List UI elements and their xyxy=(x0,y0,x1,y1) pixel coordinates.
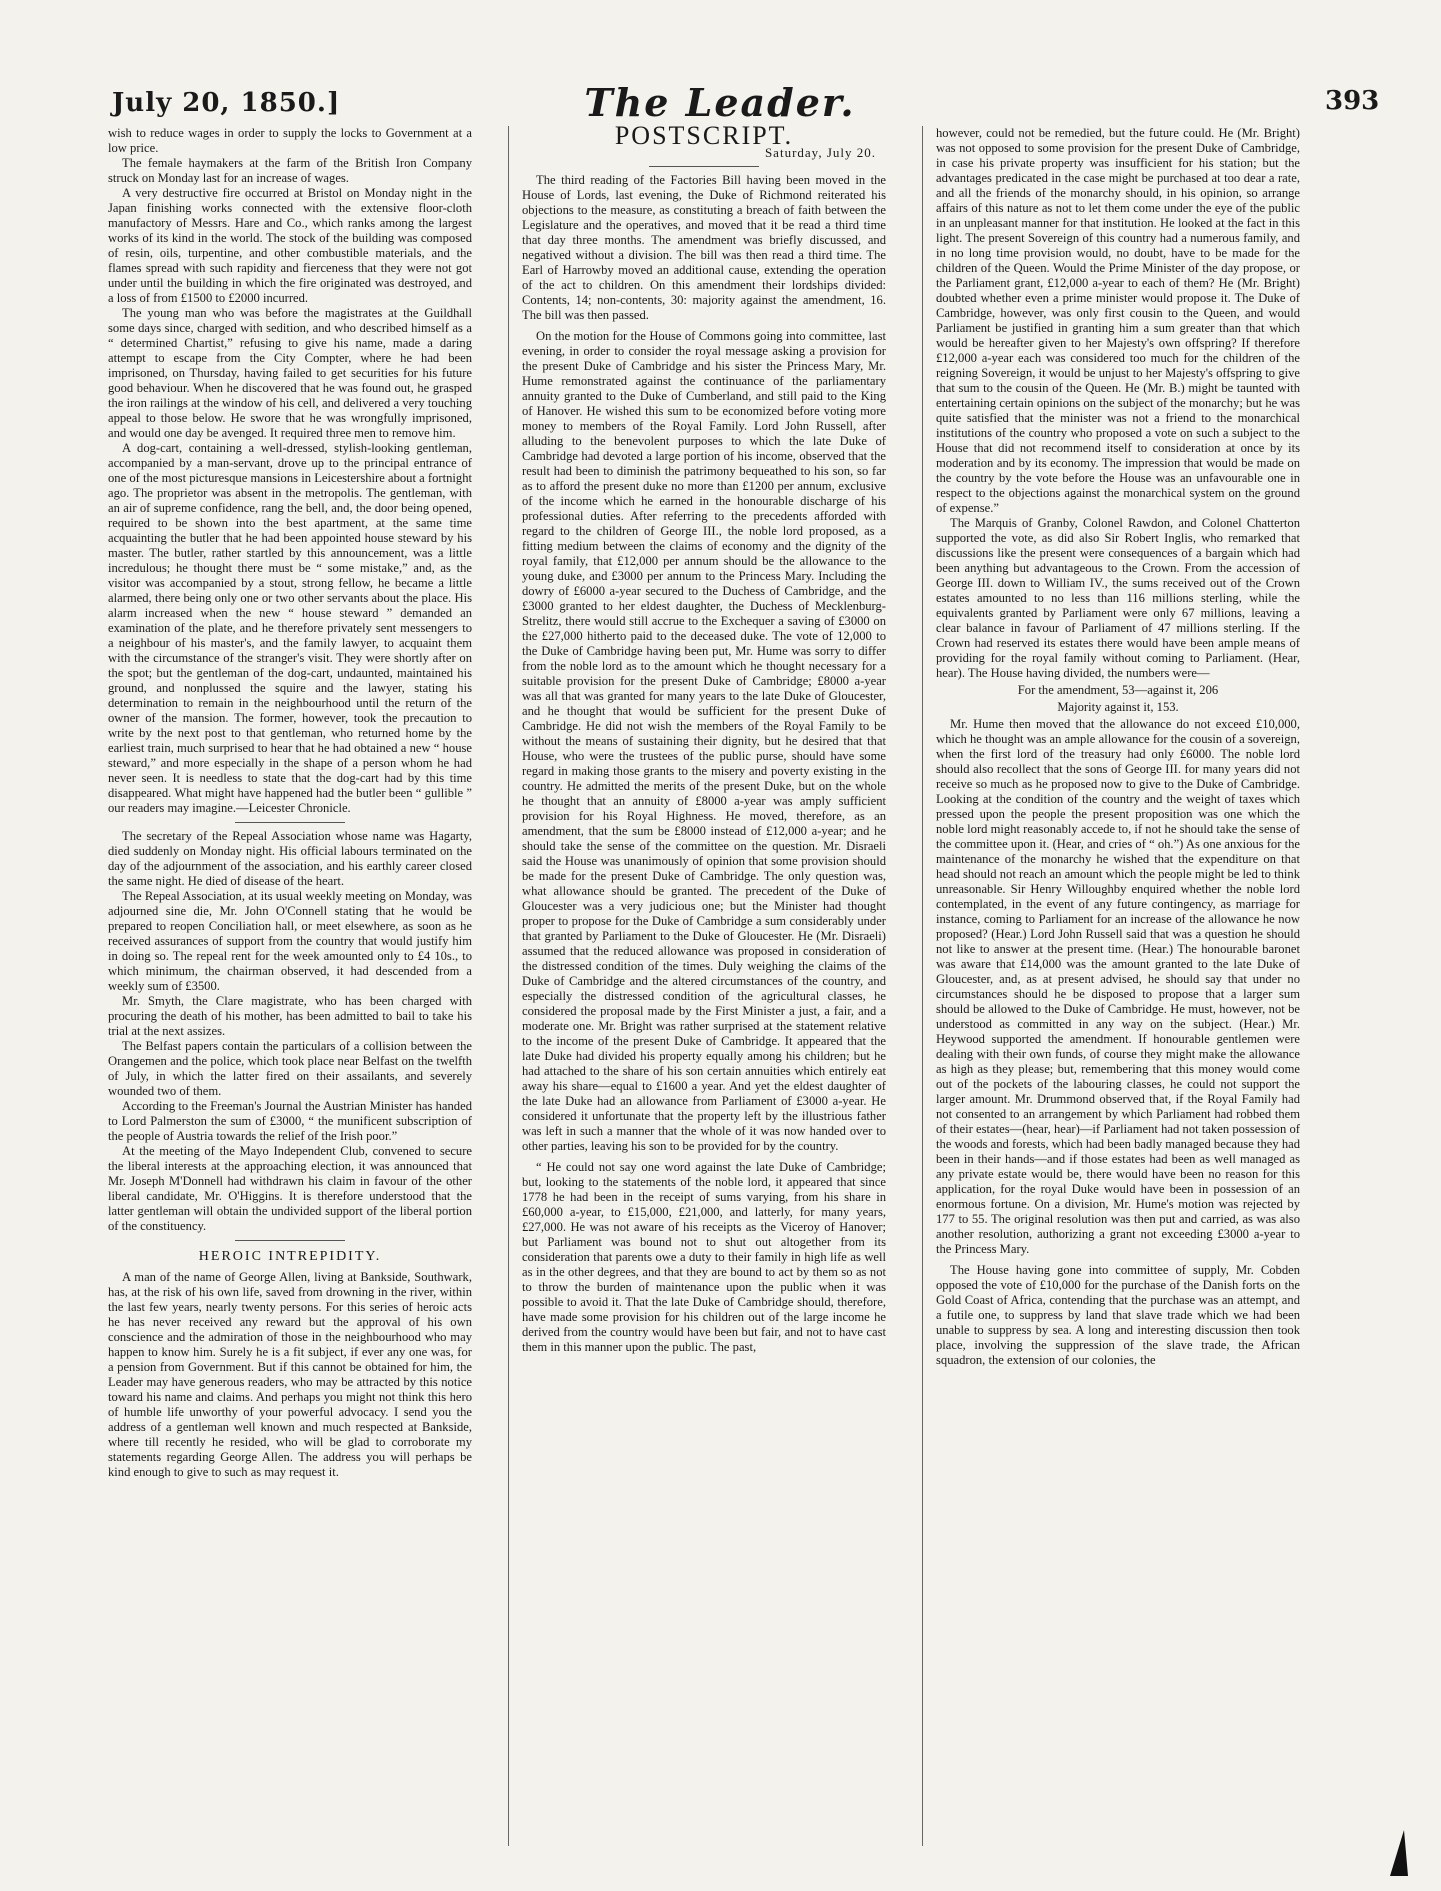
column-rule-right xyxy=(922,126,923,1846)
paragraph: The secretary of the Repeal Association whose name was Hagarty, died suddenly on Monday night. His official labours terminated on the day of the adjournment of the association, and his earthly career closed the same night. He died of disease of the heart. xyxy=(108,829,472,888)
column-3 xyxy=(936,126,1300,1866)
newspaper-title: The Leader. xyxy=(584,80,856,125)
paragraph: A very destructive fire occurred at Bristol on Monday night in the Japan finishing works connected with the extensive floor-cloth manufactory of Messrs. Hare and Co., which ranks among the largest works of its kind in the world. The stock of the building was composed of resin, oils, turpentine, and other combustible materials, and the flames spread with such rapidity and fierceness that they were not got under until the building in which the fire originated was destroyed, and a loss of from £1500 to £2000 incurred. xyxy=(108,186,472,305)
divider xyxy=(649,166,759,167)
paragraph: wish to reduce wages in order to supply the locks to Government at a low price. xyxy=(108,126,472,155)
paragraph: A dog-cart, containing a well-dressed, stylish-looking gentleman, accompanied by a man-servant, drove up to the principal entrance of one of the most picturesque mansions in Leicestershire about a fortnight ago. The proprietor was absent in the metropolis. The gentleman, with an air of supreme confidence, rang the bell, and, the door being opened, required to be shown into the best apartment, at the same time acquainting the butler that he had been appointed house steward by his master. The butler, rather startled by this announcement, was a little incredulous; he thought there must be “ some mistake,” and, as the visitor was accompanied by a stout, strong fellow, he became a little alarmed, there being only one or two other servants about the place. His alarm increased when the new “ house steward ” demanded an examination of the plate, and he therefore privately sent messengers to a neighbour of his master's, and the family lawyer, to acquaint them with the circumstance of the stranger's visit. They were shortly after on the spot; but the gentleman of the dog-cart, undaunted, maintained his ground, and nonplussed the squire and the lawyer, stating his determination to remain in the neighbourhood until the return of the owner of the mansion. The former, however, took the precaution to write by the next post to that gentleman, who returned home by the earliest train, much surprised to hear that he had obtained a new “ house steward,” and more especially in the shape of a person whom he had never seen. It is needless to state that the dog-cart had by this time disappeared. What might have happened had the butler been “ gullible ” our readers may imagine.—Leicester Chronicle. xyxy=(108,441,472,815)
divider xyxy=(235,1240,345,1241)
paragraph: The female haymakers at the farm of the British Iron Company struck on Monday last for an increase of wages. xyxy=(108,156,472,185)
paragraph: Mr. Hume then moved that the allowance do not exceed £10,000, which he thought was an ample allowance for the cousin of a sovereign, when the first lord of the treasury had only £6000. The noble lord should also recollect that the sons of George III. for many years did not receive so much as he proposed now to give to the Duke of Cambridge. Looking at the condition of the country and the weight of taxes which pressed upon the people the present proposition was one which the noble lord might reasonably accede to, if not he should take the sense of the committee upon it. (Hear, and cries of “ oh.”) As one anxious for the maintenance of the monarchy he wished that the expenditure on that head should not reach an amount which the people might be led to think unreasonable. Sir Henry Willoughby enquired whether the noble lord contemplated, in the event of any future contingency, as marriage for instance, coming to Parliament for an increase of the allowance he now proposed? (Hear.) Lord John Russell said that was a question he should not like to answer at the present time. (Hear.) The honourable baronet was aware that £14,000 was the amount granted to the late Duke of Gloucester, and, as at present advised, he should say that under no circumstances should he be disposed to propose that a larger sum should be allowed to the Duke of Cambridge. He must, however, not be understood as committed in any way on the subject. (Hear.) Mr. Heywood supported the amendment. If honourable gentlemen were dealing with their own funds, of course they might make the allowance as high as they please; but, remembering that this money would come out of the pockets of the labouring classes, he could not support the larger amount. Mr. Drummond observed that, if the Royal Family had not consented to an arrangement by which Parliament had robbed them of their estates—(hear, hear)—if Parliament had not taken possession of the woods and forests, which had been badly managed because they had been in their hands—and if those estates had been as well managed as any private estate would be, there would have been no reason for this application, for the royal Duke would have been in possession of an enormous fortune. On a division, Mr. Hume's motion was rejected by 177 to 55. The original resolution was then put and carried, as was also another resolution, authorizing a grant not exceeding £3000 a-year to the Princess Mary. xyxy=(936,717,1300,1256)
division-majority: Majority against it, 153. xyxy=(1057,700,1179,714)
paragraph: The House having gone into committee of supply, Mr. Cobden opposed the vote of £10,000 for the purchase of the Danish forts on the Gold Coast of Africa, contending that the purchase was an attempt, and a futile one, to suppress by land that slave trade which we had been unable to suppress by sea. A long and interesting discussion then took place, involving the suppression of the slave trade, the African squadron, the extension of our colonies, the xyxy=(936,1263,1300,1367)
postscript-heading: POSTSCRIPT. xyxy=(614,126,794,150)
division-result: For the amendment, 53—against it, 206 xyxy=(1017,683,1219,697)
section-heading: HEROIC INTREPIDITY. xyxy=(198,1249,382,1264)
column-rule-left xyxy=(508,126,509,1846)
divider xyxy=(235,822,345,823)
paragraph: Mr. Smyth, the Clare magistrate, who has been charged with procuring the death of his mother, has been admitted to bail to take his trial at the next assizes. xyxy=(108,994,472,1038)
paragraph: At the meeting of the Mayo Independent Club, convened to secure the liberal interests at the approaching election, it was announced that Mr. Joseph M'Donnell had withdrawn his claim in favour of the other liberal candidate, Mr. O'Higgins. It is therefore understood that the latter gentleman will obtain the undivided support of the liberal portion of the constituency. xyxy=(108,1144,472,1233)
quoted-paragraph: “ He could not say one word against the late Duke of Cambridge; but, looking to the statements of the noble lord, it appeared that since 1778 he had been in the receipt of sums varying, from his share in £60,000 a-year, to £15,000, £21,000, and latterly, for many years, £27,000. He was not aware of his receipts as the Viceroy of Hanover; but Parliament was bound not to shut out altogether from its consideration that parents owe a duty to their family in high life as well as in the other degrees, and that they are bound to act by them so as not to throw the burden of maintenance upon the public when it was possible to avoid it. That the late Duke of Cambridge should, therefore, have made some provision for his children out of the large income he derived from the country would have been but fair, and not to have cast them in this manner upon the public. The past, xyxy=(522,1160,886,1354)
paragraph: however, could not be remedied, but the future could. He (Mr. Bright) was not opposed to some provision for the present Duke of Cambridge, in case his private property was insufficient for his station; but the advantages predicated in the case might be purchased at too dear a rate, and all the friends of the monarchy should, in his opinion, so arrange affairs of this nature as not to let them come under the eye of the public in an unpleasant manner for that institution. He looked at the fact in this light. The present Sovereign of this country had a numerous family, and in no long time provision would, no doubt, have to be made for the children of the Queen. Would the Prime Minister of the day propose, or the Parliament grant, £12,000 a-year to each of them? He (Mr. Bright) doubted whether even a prime minister would propose it. The Duke of Cambridge, however, was only first cousin to the Queen, and would Parliament be justified in granting him a sum greater than that which would be hereafter given to her Majesty's own offspring? If therefore £12,000 a-year each was considered too much for the children of the reigning Sovereign, it would be unjust to her Majesty's offspring to give that sum to the cousin of the Queen. He (Mr. B.) might be taunted with entertaining certain opinions on the subject of the monarchy; but he was quite satisfied that the minister was not a friend to the monarchical institutions of the country who proposed a vote on such a subject to the House that did not recommend itself to consideration at once by its moderation and by its economy. The impression that would be made on the country by the vote before the House was an unfavourable one in respect to the objections against the monarchical system on the ground of expense.” xyxy=(936,126,1300,515)
page-number: 393 xyxy=(1325,86,1380,116)
paragraph: The third reading of the Factories Bill having been moved in the House of Lords, last evening, the Duke of Richmond reiterated his objections to the measure, as constituting a breach of faith between the Legislature and the operatives, and moved that it be read a third time that day three months. The amendment was briefly discussed, and negatived without a division. The bill was then read a third time. The Earl of Harrowby moved an additional cause, extending the operation of the act to children. On this amendment their lordships divided: Contents, 14; non-contents, 30: majority against the amendment, 16. The bill was then passed. xyxy=(522,173,886,322)
paragraph: On the motion for the House of Commons going into committee, last evening, in order to consider the royal message asking a provision for the present Duke of Cambridge and his sister the Princess Mary, Mr. Hume remonstrated against the continuance of the parliamentary annuity granted to the Duke of Cumberland, and still paid to the King of Hanover. He wished this sum to be economized before voting more money to members of the Royal Family. Lord John Russell, after alluding to the benevolent purposes to which the late Duke of Cambridge had devoted a large portion of his income, observed that the result had been to diminish the patrimony bequeathed to his son, so far as to afford the present duke no more than £1200 per annum, exclusive of the income which he earned in the honourable discharge of his professional duties. After referring to the precedents afforded with regard to the children of George III., the noble lord proposed, as a fitting medium between the claims of economy and the dignity of the royal family, that £12,000 per annum should be the allowance to the young duke, and £3000 per annum to the Princess Mary. Including the dowry of £6000 a-year secured to the Duchess of Cambridge, and the £3000 granted to her eldest daughter, the Duchess of Mecklenburg-Strelitz, there would still accrue to the Exchequer a saving of £3000 on the £27,000 hitherto paid to the deceased duke. The vote of 12,000 to the Duke of Cambridge having been put, Mr. Hume was sorry to differ from the noble lord as to the amount which he thought necessary for a suitable provision for the present Duke of Cambridge; £8000 a-year was all that was granted for many years to the late Duke of Gloucester, and he thought that would be sufficient for the present Duke of Cambridge. He did not wish the members of the Royal Family to be without the means of sustaining their dignity, but he desired that that House, who were the trustees of the public purse, should have some regard in making those grants to the misery and poverty existing in the country. He admitted the merits of the present Duke, but on the whole he thought that an annuity of £8000 a-year was amply sufficient provision for his Royal Highness. He moved, therefore, as an amendment, that the sum be £8000 instead of £12,000 a-year; and he should take the sense of the committee on the question. Mr. Disraeli said the House was unanimously of opinion that some provision should be made for the present Duke of Cambridge. The only question was, what allowance should be granted. The precedent of the Duke of Gloucester was a very judicious one; but the Minister had thought proper to propose for the Duke of Cambridge a sum considerably under that granted by Parliament to the Duke of Gloucester. He (Mr. Disraeli) assumed that the reduced allowance was proposed in consideration of the distressed condition of the times. Duly weighing the claims of the Duke of Cambridge and the altered circumstances of the country, and especially the distressed condition of the agricultural classes, he considered the proposal made by the First Minister a just, a fair, and a moderate one. Mr. Bright was rather surprised at the statement relative to the income of the present Duke of Cambridge. It appeared that the late Duke had divided his property equally among his children; but he had attached to the share of his son certain annuities which entirely eat away his share—equal to £1600 a year. And yet the eldest daughter of the late Duke had an allowance from Parliament of £3000 a-year. He considered it unfortunate that the property left by the illustrious father was left in such a manner that the whole of it was now handed over to other parties, leaving his son to be provided for by the country. xyxy=(522,329,886,1153)
paragraph: The Belfast papers contain the particulars of a collision between the Orangemen and the police, which took place near Belfast on the twelfth of July, in which the latter fired on their assailants, and severely wounded two of them. xyxy=(108,1039,472,1098)
postscript-date: Saturday, July 20. xyxy=(764,145,876,160)
paragraph: The Repeal Association, at its usual weekly meeting on Monday, was adjourned sine die, Mr. John O'Connell stating that he would be prepared to reopen Conciliation hall, or meet elsewhere, as soon as he received assurances of support from the country that would justify him in doing so. The repeal rent for the week amounted only to £4 10s., to which minimum, the chairman observed, it had descended from a weekly sum of £3500. xyxy=(108,889,472,993)
column-2 xyxy=(522,126,886,1866)
paragraph: The young man who was before the magistrates at the Guildhall some days since, charged with sedition, and who described himself as a “ determined Chartist,” refusing to give his name, made a daring attempt to escape from the City Compter, where he had been imprisoned, on Thursday, having failed to get securities for his future good behaviour. When he discovered that he was found out, he grasped the iron railings at the window of his cell, and delivered a very touching appeal to those below. He swore that he was wrongfully imprisoned, and would one day be avenged. It required three men to remove him. xyxy=(108,306,472,440)
paragraph: The Marquis of Granby, Colonel Rawdon, and Colonel Chatterton supported the vote, as did also Sir Robert Inglis, who remarked that discussions like the present were consequences of a bargain which had been anything but advantageous to the Crown. From the accession of George III. down to William IV., the sums received out of the Crown estates amounted to no less than 116 millions sterling, while the equivalents granted by Parliament were only 67 millions, leaving a clear balance in favour of Parliament of 47 millions sterling. If the Crown had reserved its estates there would have been ample means of providing for the royal family without coming to Parliament. (Hear, hear). The House having divided, the numbers were— xyxy=(936,516,1300,680)
column-1 xyxy=(108,126,472,1866)
paragraph: According to the Freeman's Journal the Austrian Minister has handed to Lord Palmerston the sum of £3000, “ the munificent subscription of the people of Austria towards the relief of the Irish poor.” xyxy=(108,1099,472,1143)
paragraph: A man of the name of George Allen, living at Bankside, Southwark, has, at the risk of his own life, saved from drowning in the river, within the last few years, nearly twenty persons. For this series of heroic acts he has never received any reward but the approval of his own conscience and the admiration of those in the neighbourhood who may happen to know him. Surely he is a fit subject, if ever any one was, for a pension from Government. But if this cannot be obtained for him, the Leader may have generous readers, who may be attracted by this notice toward his name and claims. And perhaps you might not think this hero of humble life unworthy of your powerful advocacy. I send you the address of a gentleman well known and much respected at Bankside, where till recently he resided, who will be glad to corroborate my statements regarding George Allen. The address you will perhaps be kind enough to give to such as may request it. xyxy=(108,1270,472,1479)
printer-mark-icon xyxy=(1390,1830,1408,1876)
issue-date: July 20, 1850.] xyxy=(112,88,341,118)
masthead xyxy=(0,0,1441,130)
